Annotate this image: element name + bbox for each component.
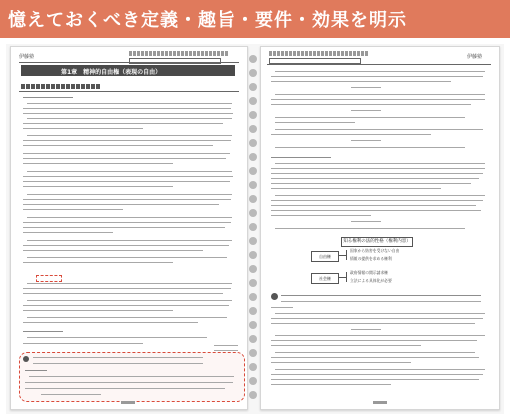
left-page-number xyxy=(121,401,135,404)
binding-holes xyxy=(247,55,259,400)
right-running-head xyxy=(269,51,369,56)
left-corner-label: 伊藤塾 xyxy=(19,54,35,60)
diagram-item: 政府情報の開示請求権 xyxy=(350,270,388,275)
diagram-title: 知る権利の法的性格（権利内容） xyxy=(341,237,413,247)
question-icon xyxy=(271,293,278,300)
spacer xyxy=(14,56,246,156)
diagram-item: 情報の提供を求める権利 xyxy=(350,256,392,261)
diagram-connector xyxy=(346,272,347,282)
feature-banner xyxy=(0,0,510,38)
diagram-item: 国家から妨害を受けない自由 xyxy=(350,248,400,253)
right-head-rule xyxy=(267,64,491,65)
diagram-connector xyxy=(338,277,346,278)
banner-title: 憶えておくべき定義・趣旨・要件・効果を明示 xyxy=(8,10,407,31)
right-page-number xyxy=(373,401,387,404)
diagram-box-freedom: 自由権 xyxy=(311,251,339,262)
chapter-title: 第1章 精神的自由権（表現の自由） xyxy=(61,69,162,76)
diagram-box-social: 社会権 xyxy=(311,273,339,284)
diagram-connector xyxy=(338,255,346,256)
right-page xyxy=(260,46,500,410)
term-highlight xyxy=(36,275,62,282)
key-point-icon xyxy=(23,356,29,362)
diagram-connector xyxy=(346,250,347,260)
diagram-item: 立法による具体化が必要 xyxy=(350,278,392,283)
right-corner-label: 伊藤塾 xyxy=(467,54,483,60)
